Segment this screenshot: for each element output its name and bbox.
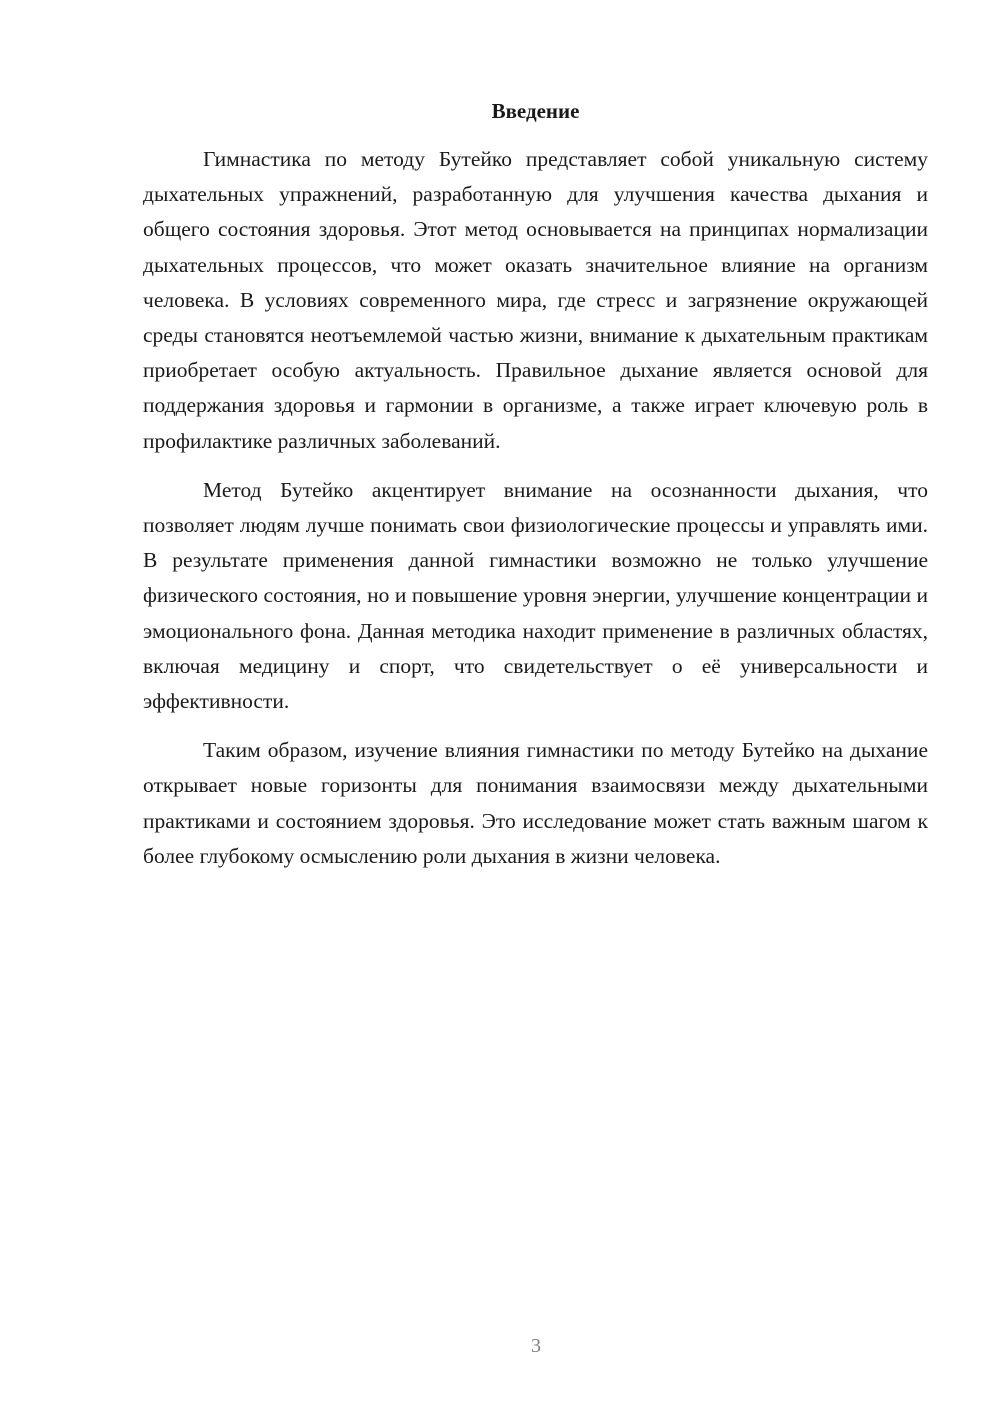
section-heading: Введение xyxy=(491,99,580,123)
body-text xyxy=(143,142,928,888)
paragraph-1: Гимнастика по методу Бутейко представляет собой уникальную систему дыхательных упражнений, разработанную для улучшения качества дыхания и общего состояния здоровья. Этот метод основывается на принципах нормализации дыхательных процессов, что может оказать значительное влияние на организм человека. В условиях современного мира, где стресс и загрязнение окружающей среды становятся неотъемлемой частью жизни, внимание к дыхательным практикам приобретает особую актуальность. Правильное дыхание является основой для поддержания здоровья и гармонии в организме, а также играет ключевую роль в профилактике различных заболеваний. xyxy=(143,147,928,453)
paragraph-2: Метод Бутейко акцентирует внимание на осознанности дыхания, что позволяет людям лучше понимать свои физиологические процессы и управлять ими. В результате применения данной гимнастики возможно не только улучшение физического состояния, но и повышение уровня энергии, улучшение концентрации и эмоционального фона. Данная методика находит применение в различных областях, включая медицину и спорт, что свидетельствует о её универсальности и эффективности. xyxy=(143,477,928,714)
page-number: 3 xyxy=(531,1335,541,1357)
paragraph-3: Таким образом, изучение влияния гимнастики по методу Бутейко на дыхание открывает новые горизонты для понимания взаимосвязи между дыхательными практиками и состоянием здоровья. Это исследование может стать важным шагом к более глубокому осмыслению роли дыхания в жизни человека. xyxy=(143,738,928,868)
